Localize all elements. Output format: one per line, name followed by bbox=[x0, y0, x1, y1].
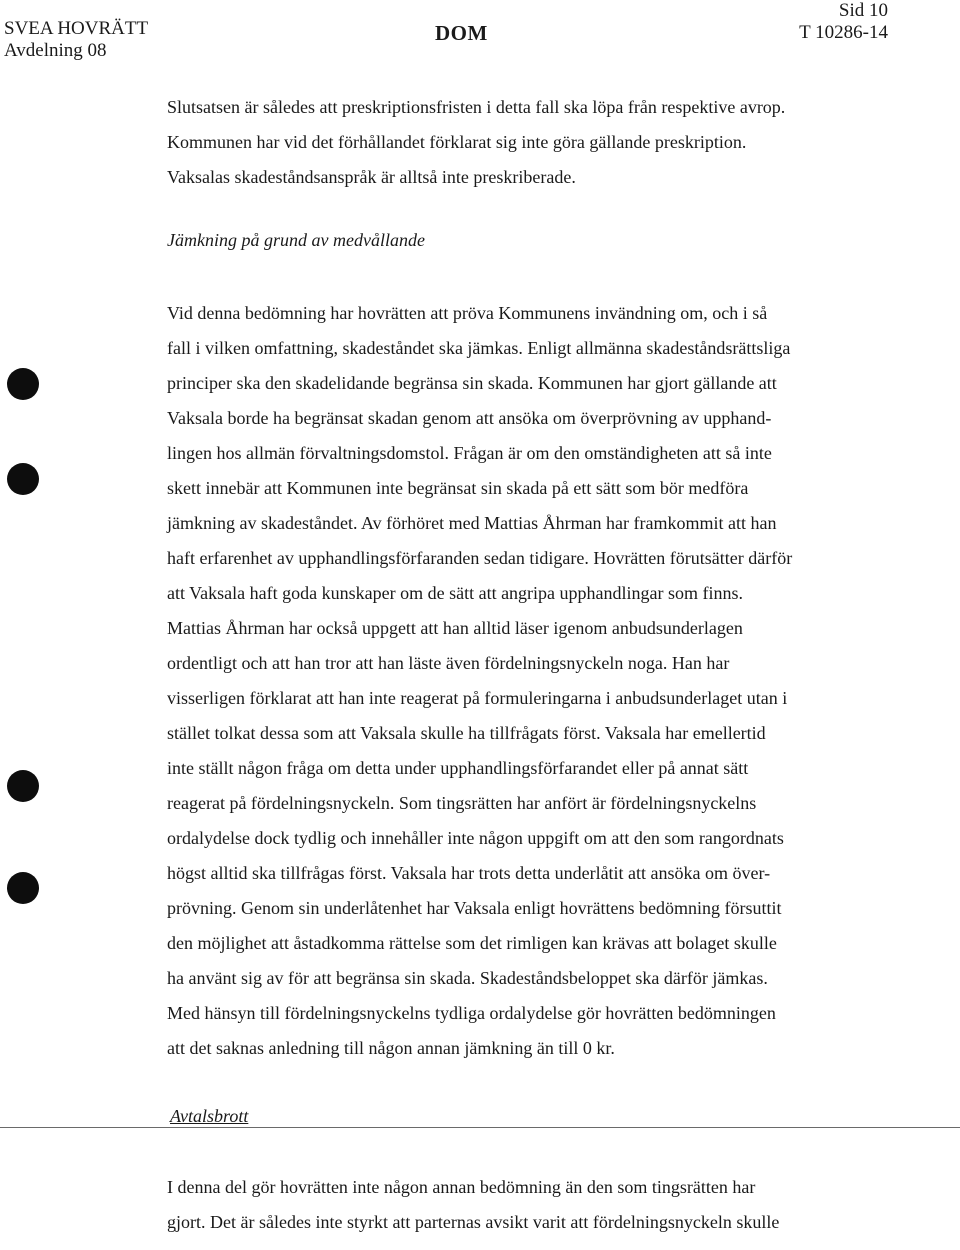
text-line: Mattias Åhrman har också uppgett att han alltid läser igenom anbudsunderlagen bbox=[167, 618, 743, 638]
text-line: inte ställt någon fråga om detta under upphandlingsförfarandet eller på annat sätt bbox=[167, 758, 749, 778]
division-name: Avdelning 08 bbox=[4, 40, 107, 61]
text-line: gjort. Det är således inte styrkt att parternas avsikt varit att fördelningsnyckeln skulle bbox=[167, 1212, 780, 1232]
text-line: Med hänsyn till fördelningsnyckelns tydliga ordalydelse gör hovrätten bedömningen bbox=[167, 1003, 776, 1023]
paragraph-preskription bbox=[167, 90, 907, 195]
text-line: ordentligt och att han tror att han läste även fördelningsnyckeln noga. Han har bbox=[167, 653, 730, 673]
text-line: ha använt sig av för att begränsa sin skada. Skadeståndsbeloppet ska därför jämkas. bbox=[167, 968, 768, 988]
case-number: T 10286-14 bbox=[799, 22, 888, 43]
text-line: fall i vilken omfattning, skadeståndet ska jämkas. Enligt allmänna skadeståndsrättsliga bbox=[167, 338, 791, 358]
section-heading-avtalsbrott: Avtalsbrott bbox=[170, 1106, 249, 1126]
text-line: haft erfarenhet av upphandlingsförfaranden sedan tidigare. Hovrätten förutsätter därför bbox=[167, 548, 793, 568]
text-line: jämkning av skadeståndet. Av förhöret med Mattias Åhrman har framkommit att han bbox=[167, 513, 777, 533]
document-header-right bbox=[799, 0, 888, 44]
horizontal-rule bbox=[0, 1127, 960, 1128]
binder-hole-mark bbox=[7, 463, 39, 495]
document-header-left bbox=[4, 18, 148, 62]
text-line: principer ska den skadelidande begränsa sin skada. Kommunen har gjort gällande att bbox=[167, 373, 777, 393]
text-line: visserligen förklarat att han inte reagerat på formuleringarna i anbudsunderlaget utan i bbox=[167, 688, 788, 708]
text-line: Slutsatsen är således att preskriptionsfristen i detta fall ska löpa från respektive avrop. bbox=[167, 97, 786, 117]
binder-hole-mark bbox=[7, 368, 39, 400]
text-line: Kommunen har vid det förhållandet förklarat sig inte göra gällande preskription. bbox=[167, 132, 747, 152]
page-number: Sid 10 bbox=[838, 0, 888, 21]
paragraph-jamkning bbox=[167, 296, 907, 1066]
text-line: stället tolkat dessa som att Vaksala skulle ha tillfrågats först. Vaksala har emellertid bbox=[167, 723, 766, 743]
text-line: prövning. Genom sin underlåtenhet har Vaksala enligt hovrättens bedömning försuttit bbox=[167, 898, 782, 918]
binder-hole-mark bbox=[7, 770, 39, 802]
text-line: Vaksalas skadeståndsanspråk är alltså inte preskriberade. bbox=[167, 167, 576, 187]
document-type: DOM bbox=[435, 21, 488, 45]
court-name: SVEA HOVRÄTT bbox=[4, 18, 149, 39]
paragraph-avtalsbrott bbox=[167, 1170, 907, 1240]
text-line: högst alltid ska tillfrågas först. Vaksala har trots detta underlåtit att ansöka om över- bbox=[167, 863, 771, 883]
text-line: lingen hos allmän förvaltningsdomstol. Frågan är om den omständigheten att så inte bbox=[167, 443, 772, 463]
text-line: Vid denna bedömning har hovrätten att pröva Kommunens invändning om, och i så bbox=[167, 303, 768, 323]
section-heading-jamkning: Jämkning på grund av medvållande bbox=[167, 230, 425, 250]
text-line: den möjlighet att åstadkomma rättelse som det rimligen kan krävas att bolaget skulle bbox=[167, 933, 777, 953]
binder-hole-mark bbox=[7, 872, 39, 904]
text-line: Vaksala borde ha begränsat skadan genom att ansöka om överprövning av upphand- bbox=[167, 408, 772, 428]
text-line: ordalydelse dock tydlig och innehåller inte någon uppgift om att den som rangordnats bbox=[167, 828, 784, 848]
text-line: I denna del gör hovrätten inte någon annan bedömning än den som tingsrätten har bbox=[167, 1177, 756, 1197]
text-line: att Vaksala haft goda kunskaper om de sätt att angripa upphandlingar som finns. bbox=[167, 583, 744, 603]
text-line: att det saknas anledning till någon annan jämkning än till 0 kr. bbox=[167, 1038, 615, 1058]
text-line: skett innebär att Kommunen inte begränsat sin skada på ett sätt som bör medföra bbox=[167, 478, 749, 498]
text-line: reagerat på fördelningsnyckeln. Som tingsrätten har anfört är fördelningsnyckelns bbox=[167, 793, 757, 813]
